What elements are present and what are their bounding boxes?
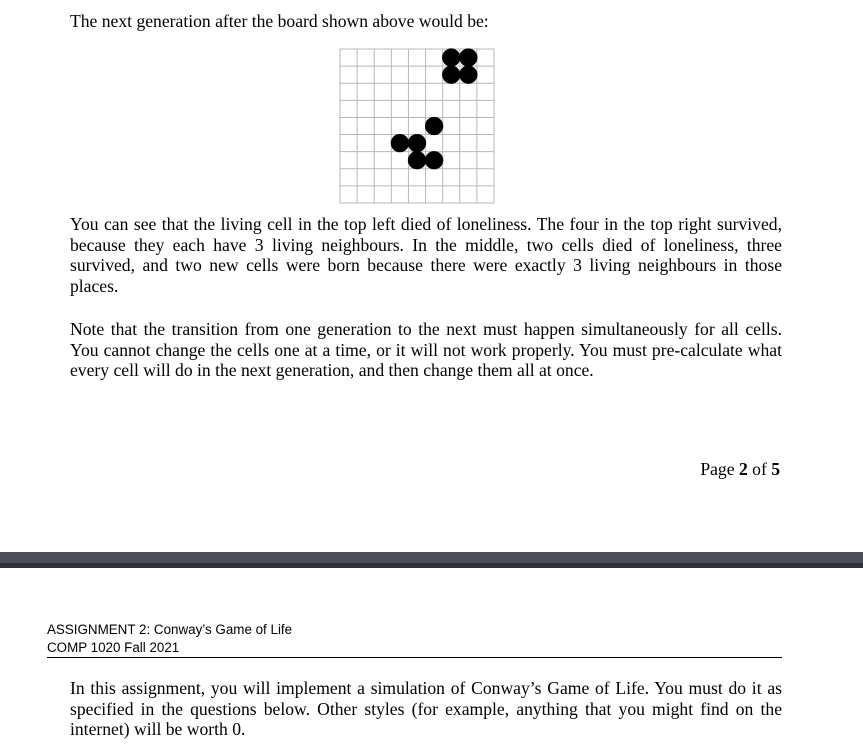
page-number xyxy=(700,458,780,480)
live-cell xyxy=(425,151,443,169)
game-board xyxy=(339,48,495,204)
current-page: 2 xyxy=(738,459,748,479)
board-grid xyxy=(339,48,495,204)
live-cell xyxy=(408,151,426,169)
document-header xyxy=(47,621,782,657)
explanation-paragraph: You can see that the living cell in the top left died of loneliness. The four in the top right survived, because they each have 3 living neighbours. In the middle, two cells died of loneliness, three survived, and two new cells were born because there were exactly 3 living neighbours in those places. xyxy=(70,214,782,296)
live-cell xyxy=(425,117,443,135)
live-cell xyxy=(408,134,426,152)
live-cell xyxy=(442,66,460,84)
assignment-intro-paragraph: In this assignment, you will implement a simulation of Conway’s Game of Life. You must do it as specified in the questions below. Other styles (for example, anything that you might find on the internet) will be worth 0. xyxy=(70,678,782,739)
of-word: of xyxy=(752,459,767,479)
live-cell xyxy=(459,66,477,84)
intro-text: The next generation after the board shown above would be: xyxy=(70,11,489,31)
page-separator xyxy=(0,552,863,568)
course-name: COMP 1020 Fall 2021 xyxy=(47,640,180,655)
page-word: Page xyxy=(700,459,735,479)
total-pages: 5 xyxy=(771,459,780,479)
transition-note-paragraph: Note that the transition from one generation to the next must happen simultaneously for all cells. You cannot change the cells one at a time, or it will not work properly. You must pre-calculate what every cell will do in the next generation, and then change them all at once. xyxy=(70,319,782,380)
assignment-title: ASSIGNMENT 2: Conway’s Game of Life xyxy=(47,622,293,637)
header-rule xyxy=(47,657,782,658)
live-cell xyxy=(391,134,409,152)
live-cell xyxy=(442,48,460,66)
live-cell xyxy=(459,48,477,66)
